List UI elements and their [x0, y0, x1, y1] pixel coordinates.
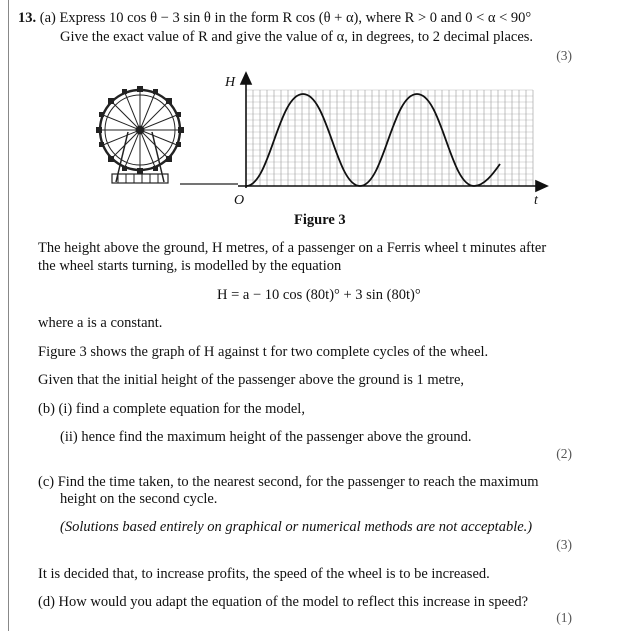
- part-b-i-text: find a complete equation for the model,: [75, 401, 305, 417]
- question-number: 13.: [18, 10, 37, 26]
- part-c-text-1: Find the time taken, to the nearest second, for the passenger to reach the maximum: [57, 474, 539, 490]
- part-d-label: (d): [38, 594, 55, 610]
- graph-description-line: Figure 3 shows the graph of H against t for two complete cycles of the wheel.: [38, 344, 489, 360]
- figure-caption: Figure 3: [294, 212, 346, 228]
- page-margin-line: [8, 0, 9, 631]
- part-c-line-1: [38, 474, 538, 491]
- part-a-line-1: [18, 10, 531, 27]
- axis-y-label: H: [225, 75, 236, 90]
- part-d-marks: (1): [556, 610, 572, 625]
- part-b-marks: (2): [556, 446, 572, 461]
- ferris-wheel-illustration: [96, 86, 238, 184]
- part-a-marks: (3): [556, 48, 572, 63]
- part-c-text-2: height on the second cycle.: [60, 491, 218, 507]
- intro-line-1: The height above the ground, H metres, of a passenger on a Ferris wheel t minutes after: [38, 240, 547, 256]
- part-b-line-ii: [60, 429, 472, 446]
- part-b-line-i: [38, 401, 305, 418]
- decided-line: It is decided that, to increase profits, the speed of the wheel is to be increased.: [38, 566, 490, 582]
- given-line: Given that the initial height of the passenger above the ground is 1 metre,: [38, 372, 465, 388]
- part-b-i-label: (i): [58, 401, 73, 417]
- part-b-ii-label: (ii): [60, 429, 78, 445]
- part-b-label: (b): [38, 401, 55, 417]
- figure-3: [88, 70, 558, 210]
- part-a-text-2: Give the exact value of R and give the value of α, in degrees, to 2 decimal places.: [60, 29, 534, 45]
- part-c-label: (c): [38, 474, 55, 490]
- part-d-line: [38, 594, 528, 611]
- origin-label: O: [234, 193, 245, 208]
- part-b-ii-text: hence find the maximum height of the passenger above the ground.: [81, 429, 472, 445]
- axis-x-label: t: [534, 193, 538, 208]
- part-a-text-1: Express 10 cos θ − 3 sin θ in the form R cos (θ + α), where R > 0 and 0 < α < 90°: [59, 10, 532, 26]
- part-c-marks: (3): [556, 537, 572, 552]
- model-equation: H = a − 10 cos (80t)° + 3 sin (80t)°: [217, 287, 421, 303]
- part-a-label: (a): [39, 10, 56, 26]
- where-line: where a is a constant.: [38, 315, 163, 331]
- intro-line-2: the wheel starts turning, is modelled by the equation: [38, 258, 342, 274]
- part-d-text: How would you adapt the equation of the model to reflect this increase in speed?: [58, 594, 529, 610]
- part-c-note: (Solutions based entirely on graphical or numerical methods are not acceptable.): [60, 519, 533, 535]
